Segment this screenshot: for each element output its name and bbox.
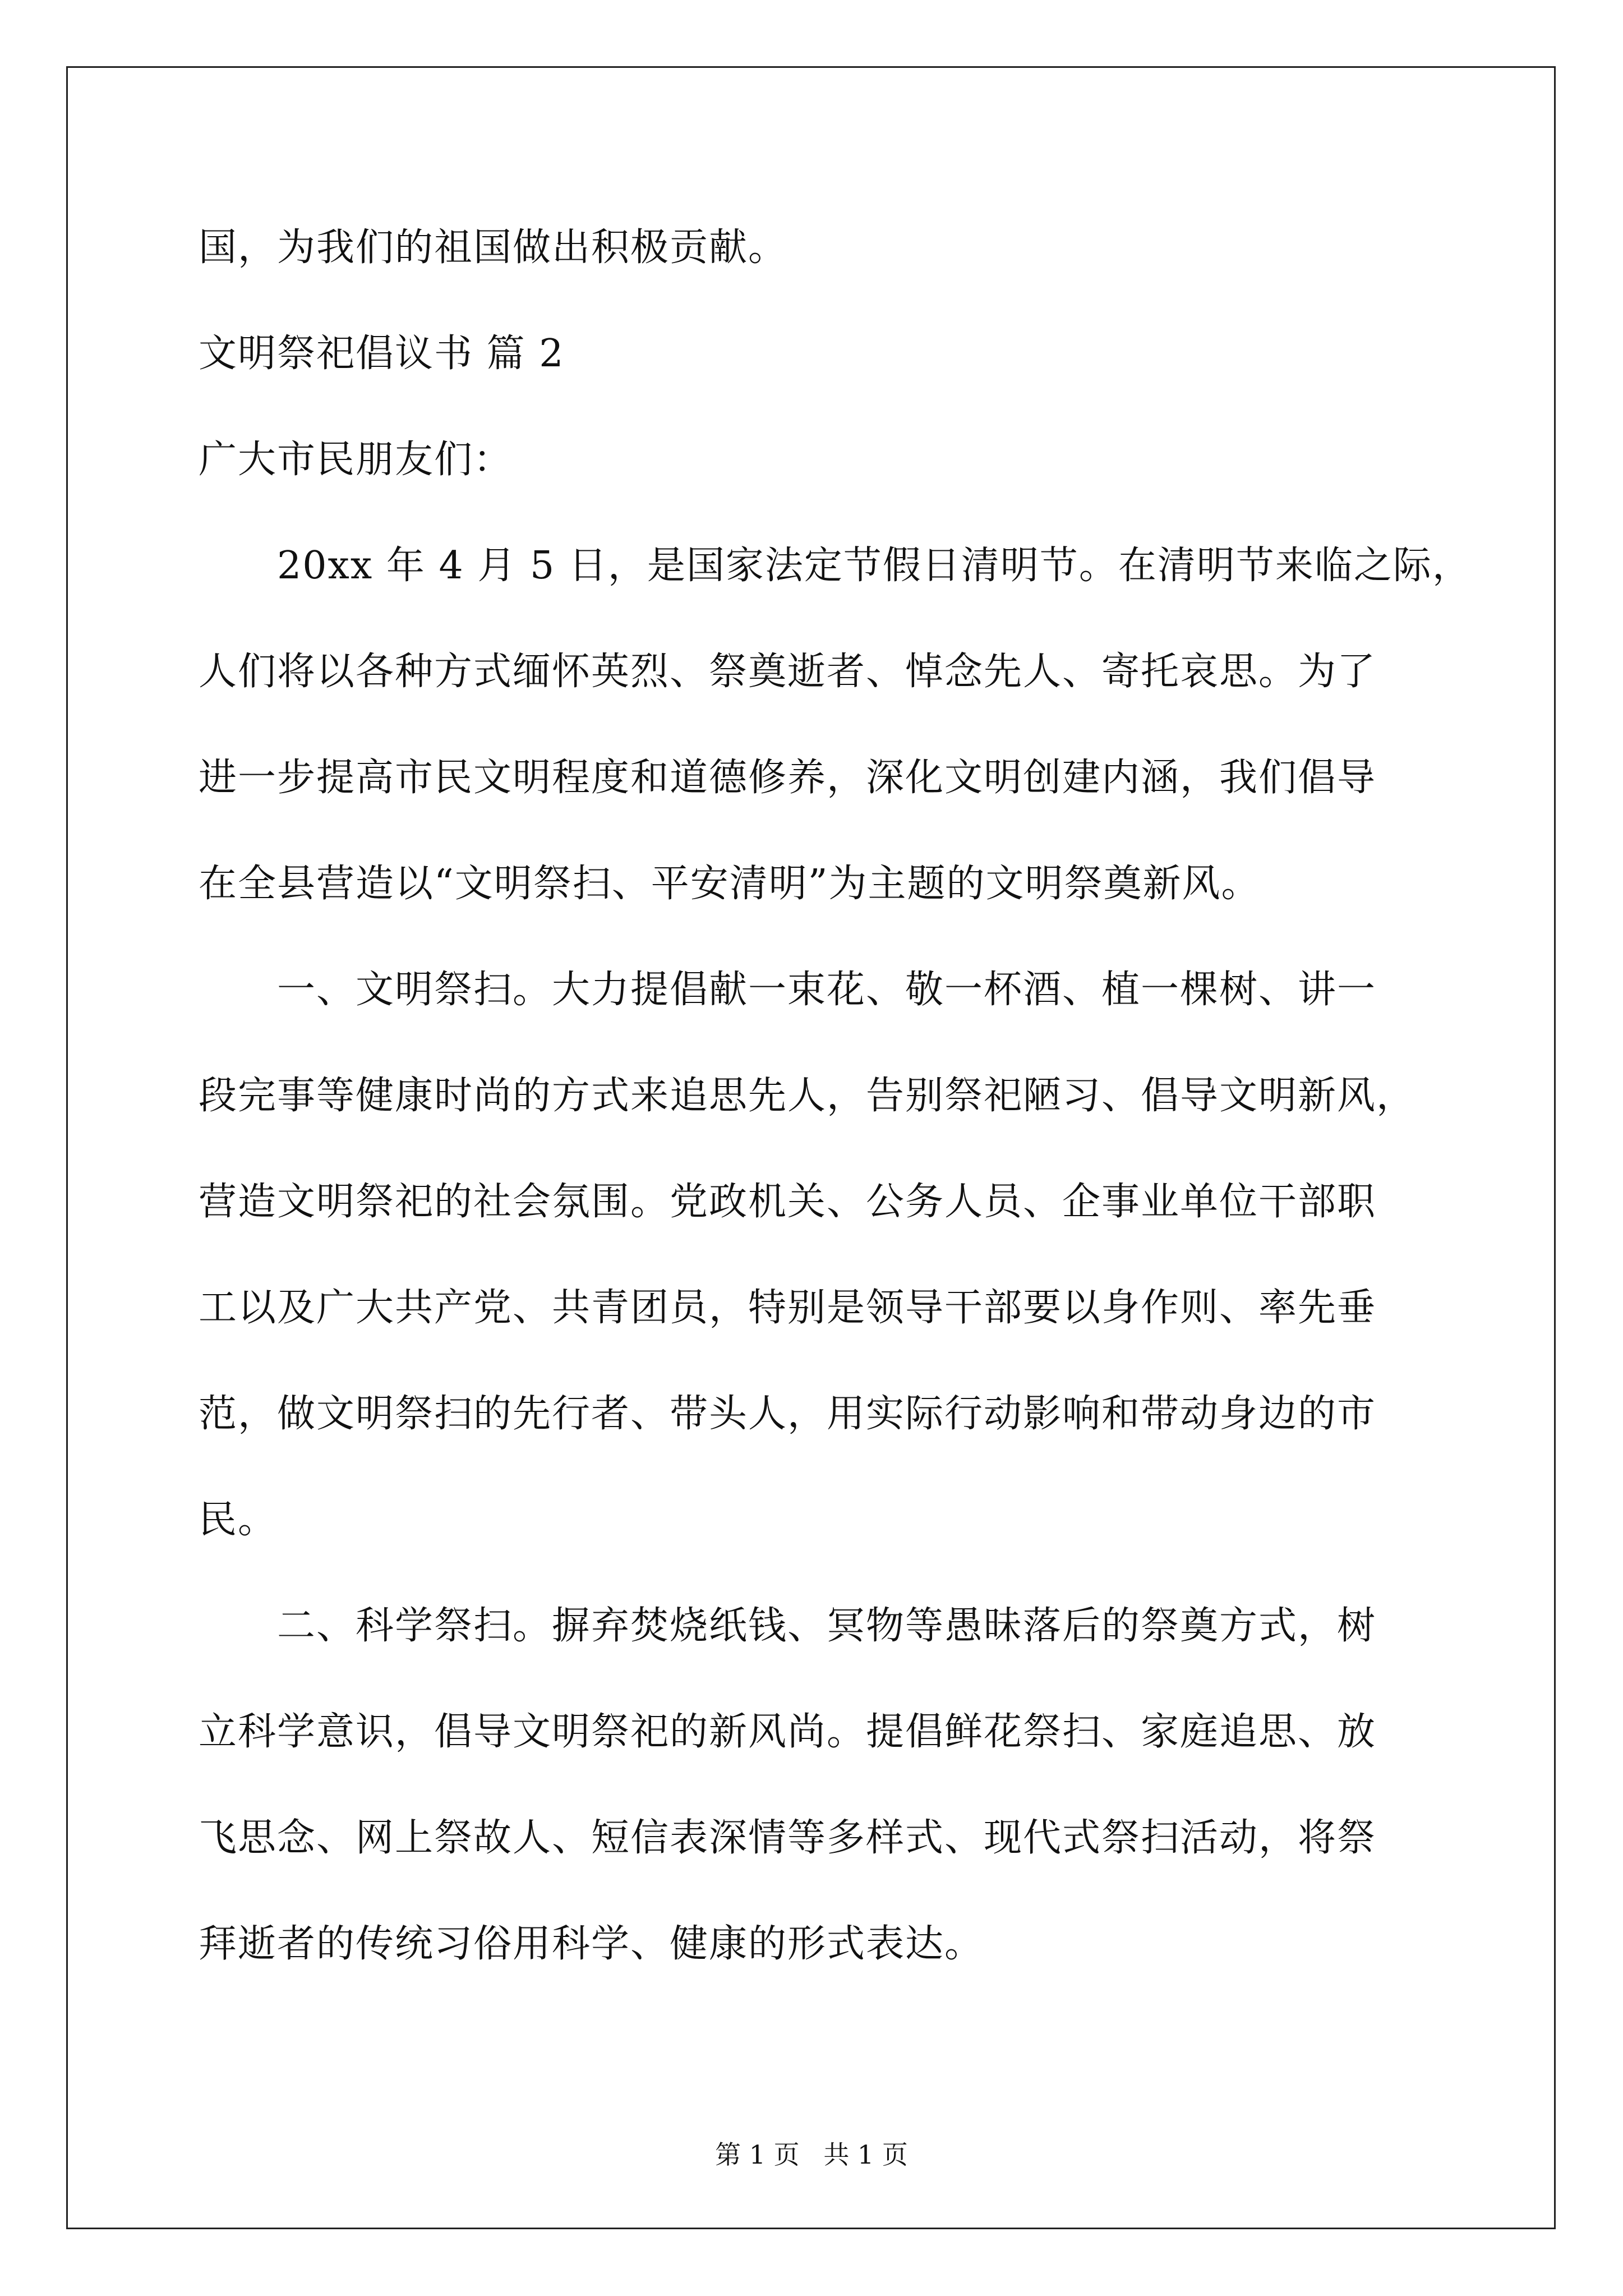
text-line: 国，为我们的祖国做出积极贡献。 [199, 226, 788, 270]
paragraph-line: 营造文明祭祀的社会氛围。党政机关、公务人员、企事业单位干部职 [199, 1180, 1377, 1224]
page-footer [0, 2134, 1623, 2171]
paragraph-line: 人们将以各种方式缅怀英烈、祭奠逝者、悼念先人、寄托哀思。为了 [199, 650, 1377, 694]
page-count: 共 1 页 [823, 2139, 908, 2170]
document-body [199, 220, 1472, 1997]
page-number: 第 1 页 [715, 2139, 800, 2170]
paragraph-line: 一、文明祭扫。大力提倡献一束花、敬一杯酒、植一棵树、讲一 [277, 968, 1377, 1012]
paragraph-line: 进一步提高市民文明程度和道德修养，深化文明创建内涵，我们倡导 [199, 756, 1377, 800]
paragraph-line: 20xx 年 4 月 5 日，是国家法定节假日清明节。在清明节来临之际， [277, 544, 1472, 588]
section-title: 文明祭祀倡议书 篇 2 [199, 332, 565, 376]
paragraph-line: 立科学意识，倡导文明祭祀的新风尚。提倡鲜花祭扫、家庭追思、放 [199, 1710, 1377, 1754]
paragraph-line: 飞思念、网上祭故人、短信表深情等多样式、现代式祭扫活动，将祭 [199, 1816, 1377, 1860]
paragraph-line: 工以及广大共产党、共青团员，特别是领导干部要以身作则、率先垂 [199, 1286, 1377, 1330]
paragraph-line: 拜逝者的传统习俗用科学、健康的形式表达。 [199, 1922, 984, 1966]
paragraph-line: 在全县营造以“文明祭扫、平安清明”为主题的文明祭奠新风。 [199, 862, 1261, 906]
salutation: 广大市民朋友们： [199, 438, 513, 482]
paragraph-line: 段完事等健康时尚的方式来追思先人，告别祭祀陋习、倡导文明新风， [199, 1074, 1416, 1118]
paragraph-3 [199, 1573, 1427, 1997]
paragraph-line: 民。 [199, 1498, 278, 1542]
paragraph-line: 范，做文明祭扫的先行者、带头人，用实际行动影响和带动身边的市 [199, 1392, 1377, 1436]
paragraph-2 [199, 937, 1427, 1573]
paragraph-line: 二、科学祭扫。摒弃焚烧纸钱、冥物等愚昧落后的祭奠方式，树 [277, 1604, 1377, 1648]
paragraph-1 [199, 513, 1472, 937]
